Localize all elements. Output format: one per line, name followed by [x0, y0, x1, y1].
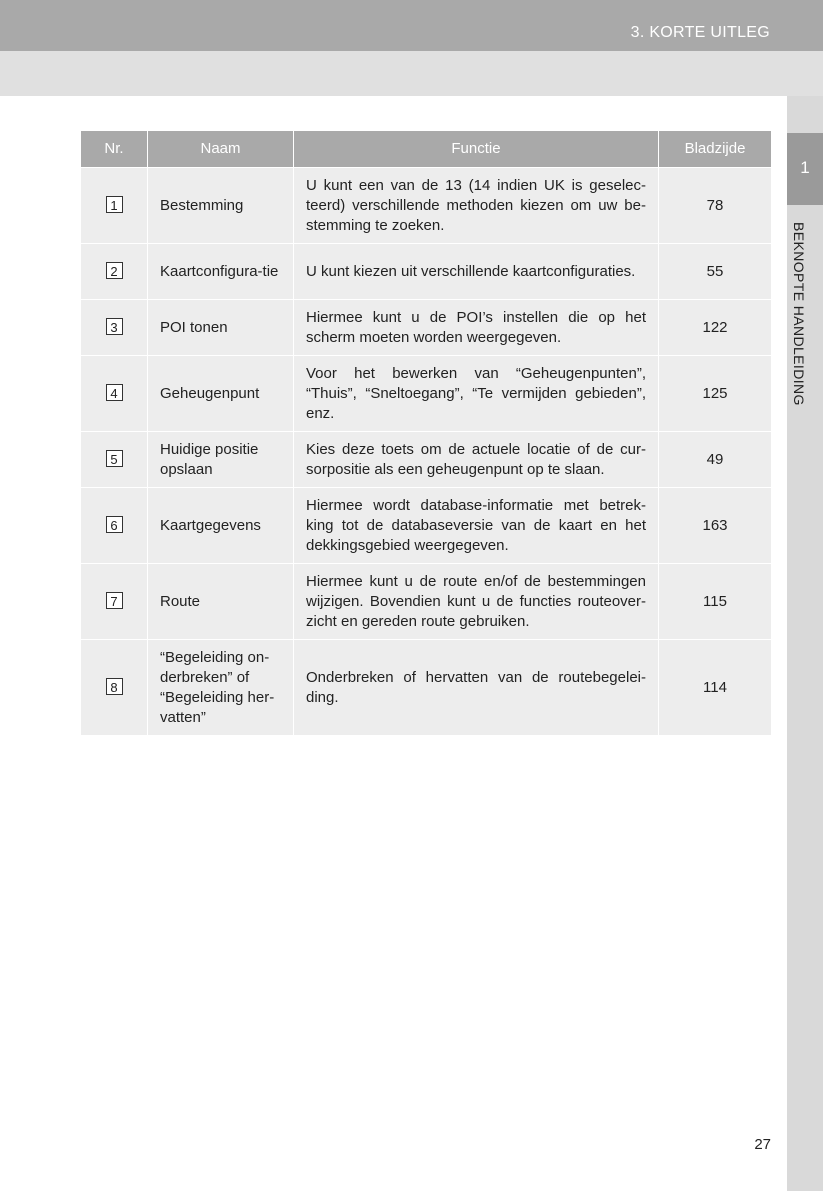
function-table: [80, 130, 772, 736]
table-row: [81, 300, 772, 356]
table-row: [81, 244, 772, 300]
cell-page: 55: [659, 244, 772, 300]
cell-nr: [81, 488, 148, 564]
cell-page: 114: [659, 640, 772, 736]
section-title: 3. KORTE UITLEG: [630, 24, 770, 41]
cell-function: Hiermee wordt database-informatie met betrek-king tot de databaseversie van de kaart en het dekkingsgebied weergegeven.: [294, 488, 659, 564]
item-number-badge: 6: [106, 516, 123, 533]
cell-function: Kies deze toets om de actuele locatie of de cur-sorpositie als een geheugenpunt op te slaan.: [294, 432, 659, 488]
page-number: 27: [754, 1136, 771, 1153]
table-row: [81, 432, 772, 488]
chapter-tab: [787, 133, 823, 205]
cell-name: POI tonen: [148, 300, 294, 356]
table-header-row: [81, 131, 772, 168]
item-number-badge: 4: [106, 384, 123, 401]
cell-name: Bestemming: [148, 168, 294, 244]
chapter-number: 1: [800, 158, 810, 177]
column-header-bladzijde: Bladzijde: [659, 131, 772, 168]
header-band: [0, 51, 823, 96]
table-row: [81, 168, 772, 244]
table-row: [81, 564, 772, 640]
cell-name: Huidige positie opslaan: [148, 432, 294, 488]
cell-nr: [81, 640, 148, 736]
item-number-badge: 8: [106, 678, 123, 695]
item-number-badge: 1: [106, 196, 123, 213]
cell-name: Kaartgegevens: [148, 488, 294, 564]
column-header-nr: Nr.: [81, 131, 148, 168]
cell-name: Route: [148, 564, 294, 640]
cell-nr: [81, 356, 148, 432]
cell-function: U kunt kiezen uit verschillende kaartconfiguraties.: [294, 244, 659, 300]
table-row: [81, 356, 772, 432]
column-header-naam: Naam: [148, 131, 294, 168]
cell-function: Voor het bewerken van “Geheugenpunten”, “Thuis”, “Sneltoegang”, “Te vermijden gebieden”, enz.: [294, 356, 659, 432]
cell-page: 122: [659, 300, 772, 356]
cell-page: 115: [659, 564, 772, 640]
cell-function: Hiermee kunt u de POI’s instellen die op het scherm moeten worden weergegeven.: [294, 300, 659, 356]
cell-page: 163: [659, 488, 772, 564]
item-number-badge: 7: [106, 592, 123, 609]
cell-page: 78: [659, 168, 772, 244]
cell-page: 49: [659, 432, 772, 488]
cell-name: Geheugenpunt: [148, 356, 294, 432]
cell-function: Hiermee kunt u de route en/of de bestemmingen wijzigen. Bovendien kunt u de functies routeover-zicht en gereden route gebruiken.: [294, 564, 659, 640]
table-row: [81, 488, 772, 564]
item-number-badge: 3: [106, 318, 123, 335]
item-number-badge: 5: [106, 450, 123, 467]
table-row: [81, 640, 772, 736]
item-number-badge: 2: [106, 262, 123, 279]
column-header-functie: Functie: [294, 131, 659, 168]
cell-name: “Begeleiding on-derbreken” of “Begeleiding her-vatten”: [148, 640, 294, 736]
cell-nr: [81, 244, 148, 300]
header-bar: [0, 0, 823, 51]
chapter-title: BEKNOPTE HANDLEIDING: [791, 222, 807, 406]
cell-function: U kunt een van de 13 (14 indien UK is geselec-teerd) verschillende methoden kiezen om uw be-stemming te zoeken.: [294, 168, 659, 244]
cell-function: Onderbreken of hervatten van de routebegelei-ding.: [294, 640, 659, 736]
cell-nr: [81, 564, 148, 640]
cell-name: Kaartconfigura-tie: [148, 244, 294, 300]
cell-nr: [81, 300, 148, 356]
cell-page: 125: [659, 356, 772, 432]
cell-nr: [81, 168, 148, 244]
cell-nr: [81, 432, 148, 488]
